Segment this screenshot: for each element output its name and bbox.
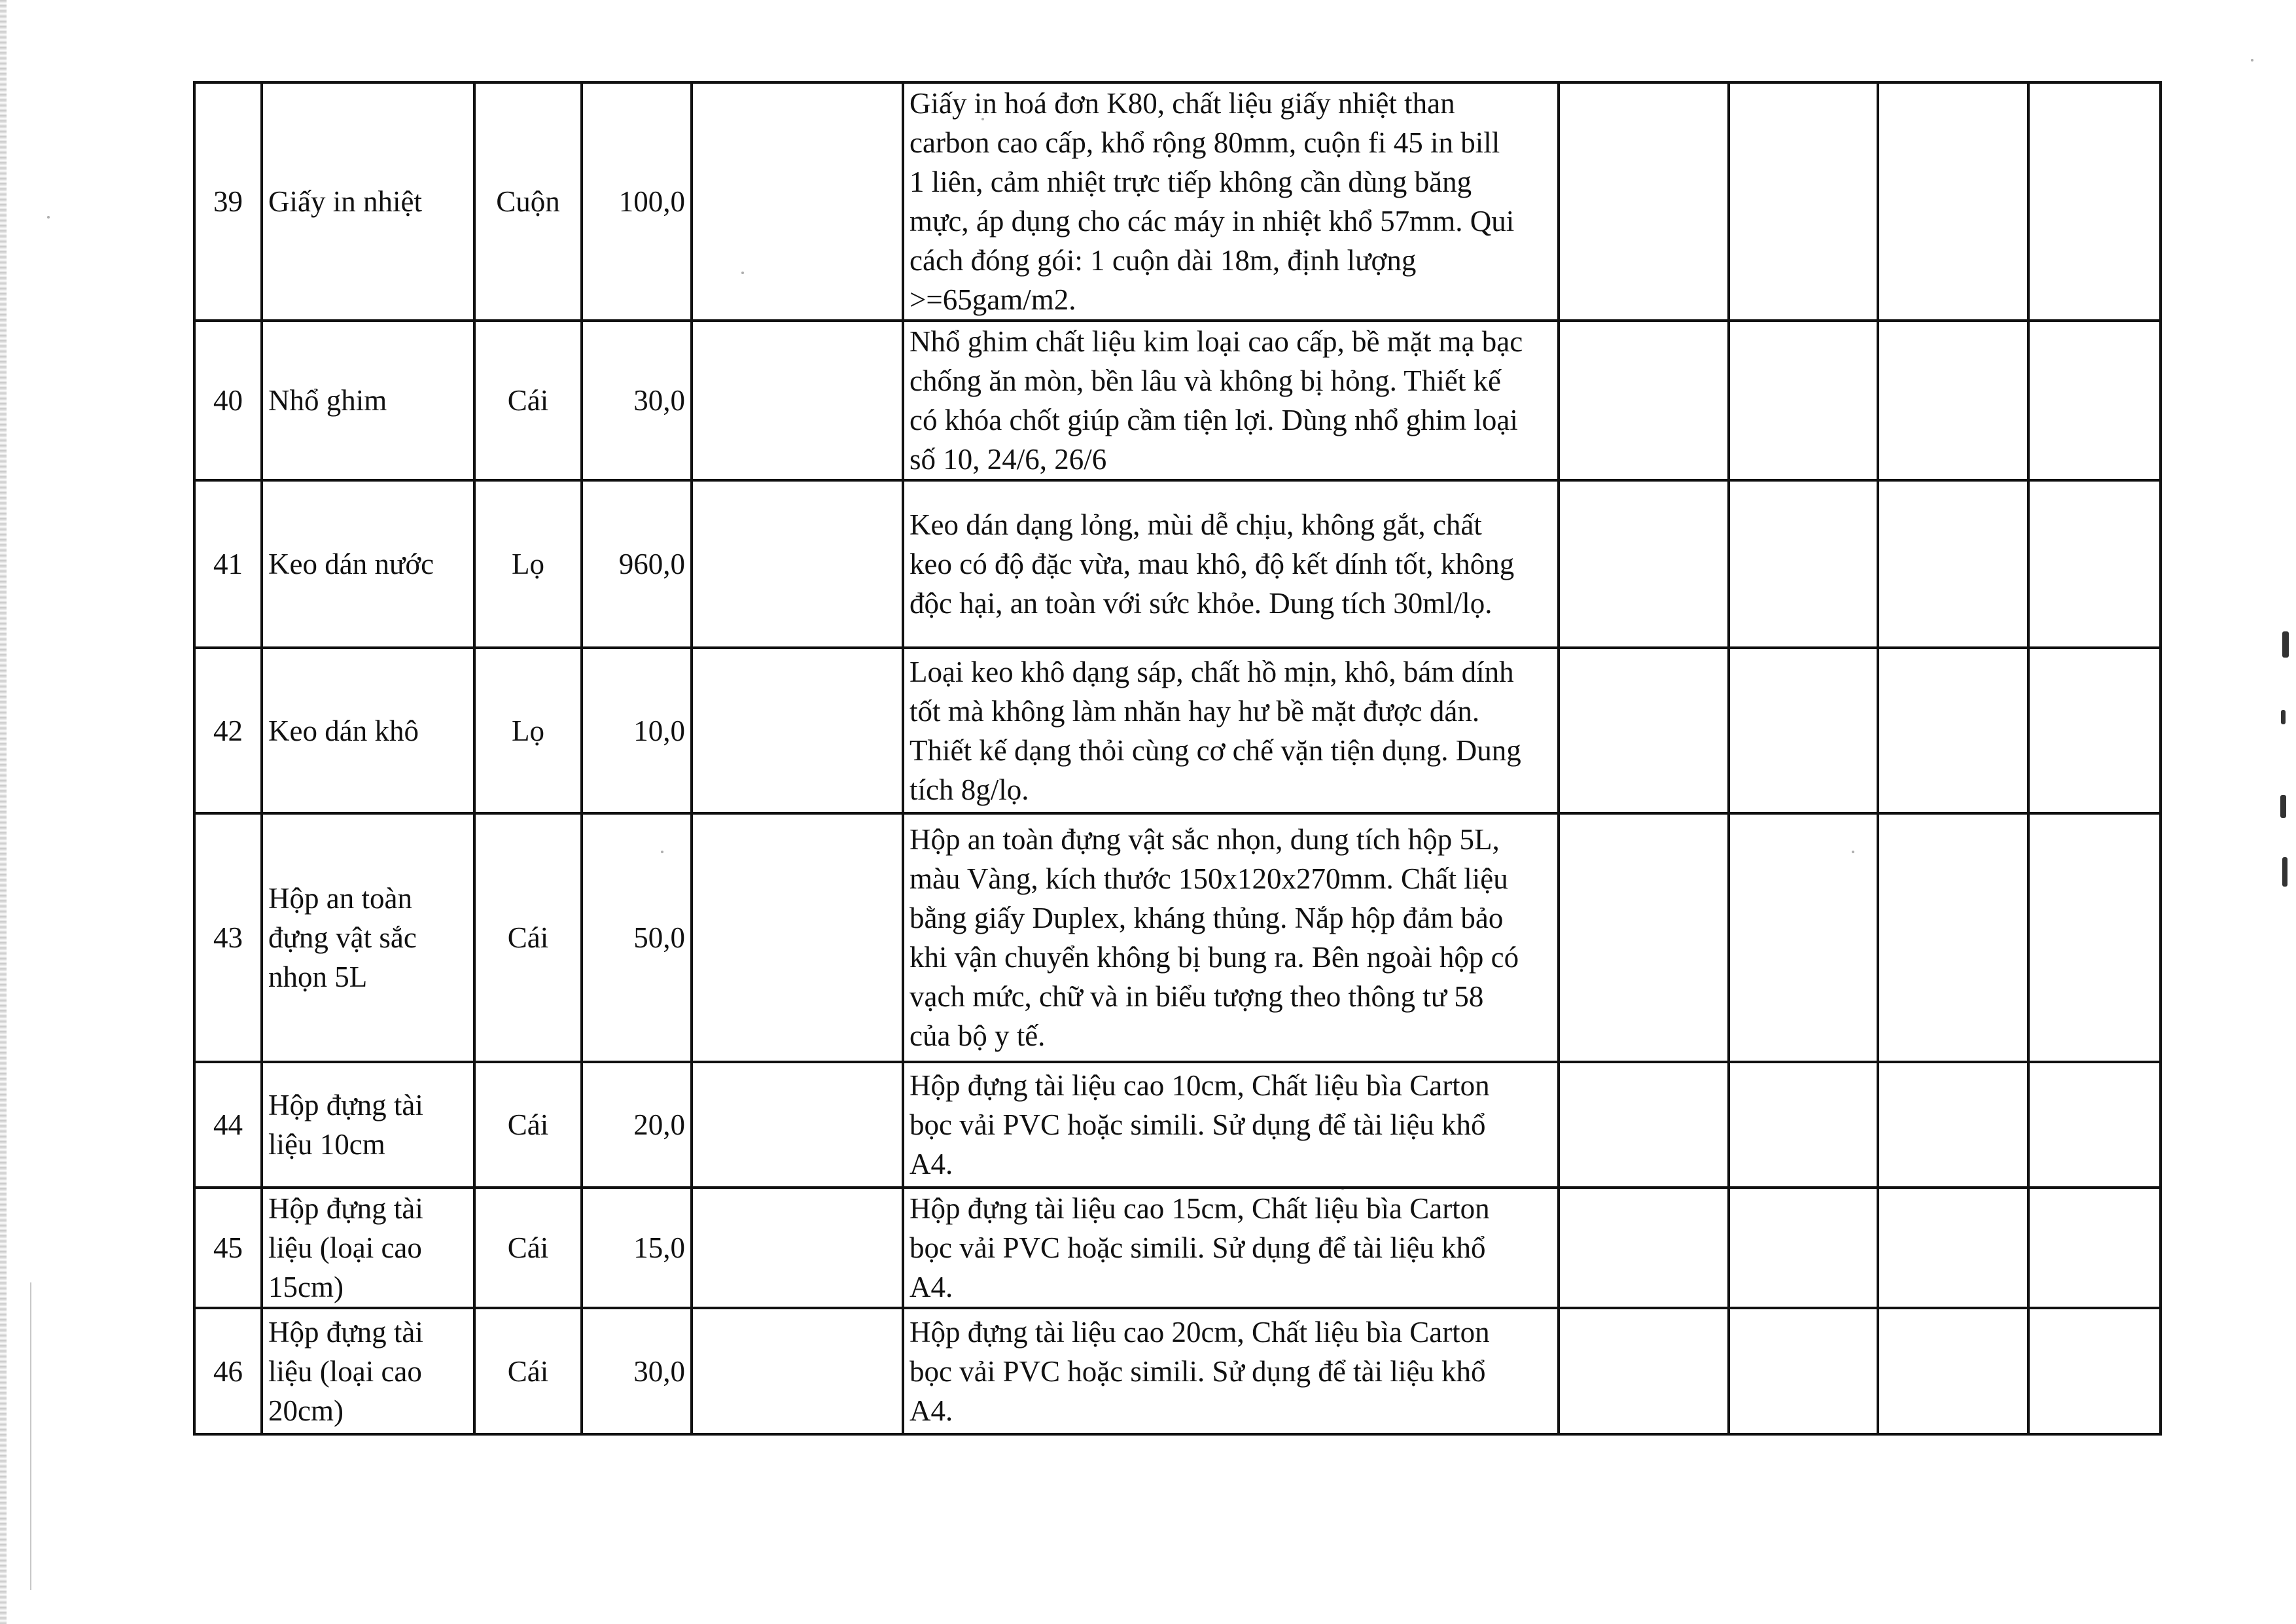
item-unit: Cái (474, 321, 582, 480)
item-name-line: 20cm) (268, 1394, 344, 1427)
description-line: A4. (910, 1394, 953, 1427)
description-line: Keo dán dạng lỏng, mùi dễ chịu, không gắt, chất (910, 508, 1482, 541)
item-name: Keo dán khô (262, 648, 474, 813)
item-number: 45 (194, 1188, 262, 1308)
description-line: carbon cao cấp, khổ rộng 80mm, cuộn fi 45 in bill (910, 126, 1500, 159)
item-unit: Cuộn (474, 82, 582, 321)
item-quantity: 10,0 (582, 648, 692, 813)
item-quantity: 960,0 (582, 480, 692, 648)
item-name-line: liệu (loại cao (268, 1354, 422, 1388)
margin-stamp-mark (2282, 631, 2289, 658)
description-line: keo có độ đặc vừa, mau khô, độ kết dính tốt, không (910, 548, 1515, 580)
empty-cell (1559, 1062, 1729, 1188)
description-line: bọc vải PVC hoặc simili. Sử dụng để tài liệu khổ (910, 1108, 1486, 1141)
empty-cell (1878, 813, 2028, 1062)
item-name (262, 1062, 474, 1188)
item-unit: Cái (474, 1188, 582, 1308)
description-line: bọc vải PVC hoặc simili. Sử dụng để tài liệu khổ (910, 1231, 1486, 1264)
empty-cell (1878, 1308, 2028, 1434)
item-number: 43 (194, 813, 262, 1062)
table-row (194, 1308, 2161, 1434)
table-row (194, 1188, 2161, 1308)
item-unit: Cái (474, 1062, 582, 1188)
empty-cell (1878, 1062, 2028, 1188)
item-description (903, 1062, 1559, 1188)
empty-cell (2028, 1062, 2161, 1188)
description-line: bọc vải PVC hoặc simili. Sử dụng để tài liệu khổ (910, 1354, 1486, 1388)
empty-cell (2028, 321, 2161, 480)
empty-cell (1729, 82, 1878, 321)
empty-cell (1878, 321, 2028, 480)
empty-cell (692, 321, 903, 480)
item-name (262, 813, 474, 1062)
description-line: khi vận chuyển không bị bung ra. Bên ngoài hộp có (910, 941, 1519, 974)
empty-cell (1729, 321, 1878, 480)
empty-cell (1729, 1062, 1878, 1188)
item-name-line: 15cm) (268, 1271, 344, 1303)
description-line: Hộp đựng tài liệu cao 10cm, Chất liệu bìa Carton (910, 1069, 1490, 1102)
item-name-line: đựng vật sắc (268, 921, 417, 954)
item-description (903, 1308, 1559, 1434)
empty-cell (692, 82, 903, 321)
description-line: của bộ y tế. (910, 1019, 1046, 1052)
table-row (194, 648, 2161, 813)
empty-cell (2028, 648, 2161, 813)
empty-cell (692, 1188, 903, 1308)
empty-cell (1559, 82, 1729, 321)
table-row (194, 813, 2161, 1062)
description-line: độc hại, an toàn với sức khỏe. Dung tích 30ml/lọ. (910, 587, 1492, 620)
item-unit: Lọ (474, 480, 582, 648)
item-name: Keo dán nước (262, 480, 474, 648)
empty-cell (1559, 813, 1729, 1062)
item-number: 42 (194, 648, 262, 813)
item-quantity: 50,0 (582, 813, 692, 1062)
empty-cell (1729, 1308, 1878, 1434)
description-line: >=65gam/m2. (910, 283, 1076, 316)
scan-artifact-line (30, 1282, 31, 1590)
scan-speck (47, 216, 50, 219)
margin-stamp-mark (2281, 710, 2286, 724)
item-quantity: 100,0 (582, 82, 692, 321)
item-name (262, 1188, 474, 1308)
item-quantity: 30,0 (582, 1308, 692, 1434)
table-row (194, 321, 2161, 480)
item-name (262, 1308, 474, 1434)
item-name-line: liệu 10cm (268, 1128, 385, 1161)
empty-cell (2028, 1308, 2161, 1434)
description-line: Giấy in hoá đơn K80, chất liệu giấy nhiệt than (910, 87, 1455, 120)
item-name-line: liệu (loại cao (268, 1231, 422, 1264)
empty-cell (1729, 1188, 1878, 1308)
empty-cell (2028, 480, 2161, 648)
item-unit: Cái (474, 813, 582, 1062)
empty-cell (692, 1308, 903, 1434)
description-line: tốt mà không làm nhăn hay hư bề mặt được dán. (910, 694, 1480, 728)
description-line: Nhổ ghim chất liệu kim loại cao cấp, bề mặt mạ bạc (910, 325, 1523, 358)
item-number: 40 (194, 321, 262, 480)
item-name-line: Hộp đựng tài (268, 1089, 423, 1121)
item-unit: Cái (474, 1308, 582, 1434)
empty-cell (2028, 813, 2161, 1062)
item-description (903, 1188, 1559, 1308)
description-line: tích 8g/lọ. (910, 773, 1029, 806)
item-quantity: 30,0 (582, 321, 692, 480)
empty-cell (1559, 480, 1729, 648)
item-name-line: Hộp đựng tài (268, 1192, 423, 1225)
item-number: 44 (194, 1062, 262, 1188)
empty-cell (1559, 1308, 1729, 1434)
empty-cell (1559, 1188, 1729, 1308)
item-description (903, 480, 1559, 648)
empty-cell (1878, 480, 2028, 648)
description-line: mực, áp dụng cho các máy in nhiệt khổ 57mm. Qui (910, 205, 1515, 238)
empty-cell (1729, 813, 1878, 1062)
item-number: 39 (194, 82, 262, 321)
table-row (194, 82, 2161, 321)
description-line: chống ăn mòn, bền lâu và không bị hỏng. Thiết kế (910, 364, 1501, 397)
table-row (194, 480, 2161, 648)
empty-cell (692, 813, 903, 1062)
item-quantity: 15,0 (582, 1188, 692, 1308)
empty-cell (692, 480, 903, 648)
empty-cell (2028, 82, 2161, 321)
item-unit: Lọ (474, 648, 582, 813)
item-quantity: 20,0 (582, 1062, 692, 1188)
empty-cell (1729, 648, 1878, 813)
item-description (903, 648, 1559, 813)
description-line: màu Vàng, kích thước 150x120x270mm. Chất liệu (910, 862, 1508, 895)
empty-cell (692, 648, 903, 813)
description-line: Thiết kế dạng thỏi cùng cơ chế vặn tiện dụng. Dung (910, 733, 1521, 767)
item-number: 46 (194, 1308, 262, 1434)
scan-speck (2251, 59, 2253, 62)
empty-cell (1559, 648, 1729, 813)
description-line: A4. (910, 1271, 953, 1303)
item-name-line: nhọn 5L (268, 961, 368, 993)
scan-left-edge (0, 0, 7, 1624)
empty-cell (1559, 321, 1729, 480)
description-line: A4. (910, 1148, 953, 1180)
empty-cell (1878, 82, 2028, 321)
empty-cell (2028, 1188, 2161, 1308)
item-name-line: Hộp an toàn (268, 882, 412, 915)
margin-stamp-mark (2282, 857, 2287, 887)
description-line: số 10, 24/6, 26/6 (910, 443, 1107, 476)
description-line: Hộp đựng tài liệu cao 15cm, Chất liệu bìa Carton (910, 1192, 1490, 1225)
empty-cell (1878, 1188, 2028, 1308)
item-number: 41 (194, 480, 262, 648)
description-line: Hộp đựng tài liệu cao 20cm, Chất liệu bìa Carton (910, 1315, 1490, 1349)
item-name-line: Hộp đựng tài (268, 1315, 423, 1349)
description-line: cách đóng gói: 1 cuộn dài 18m, định lượng (910, 244, 1417, 277)
empty-cell (1878, 648, 2028, 813)
item-description (903, 813, 1559, 1062)
description-line: Loại keo khô dạng sáp, chất hồ mịn, khô, bám dính (910, 655, 1514, 688)
empty-cell (1729, 480, 1878, 648)
description-line: Hộp an toàn đựng vật sắc nhọn, dung tích hộp 5L, (910, 823, 1500, 856)
margin-stamp-mark (2280, 795, 2286, 818)
item-description (903, 82, 1559, 321)
description-line: có khóa chốt giúp cầm tiện lợi. Dùng nhổ ghim loại (910, 404, 1518, 436)
table-row (194, 1062, 2161, 1188)
empty-cell (692, 1062, 903, 1188)
description-line: vạch mức, chữ và in biểu tượng theo thông tư 58 (910, 980, 1484, 1013)
item-description (903, 321, 1559, 480)
description-line: bằng giấy Duplex, kháng thủng. Nắp hộp đảm bảo (910, 902, 1504, 934)
item-name: Giấy in nhiệt (262, 82, 474, 321)
supply-items-table (193, 81, 2162, 1436)
description-line: 1 liên, cảm nhiệt trực tiếp không cần dùng băng (910, 166, 1472, 198)
item-name: Nhổ ghim (262, 321, 474, 480)
